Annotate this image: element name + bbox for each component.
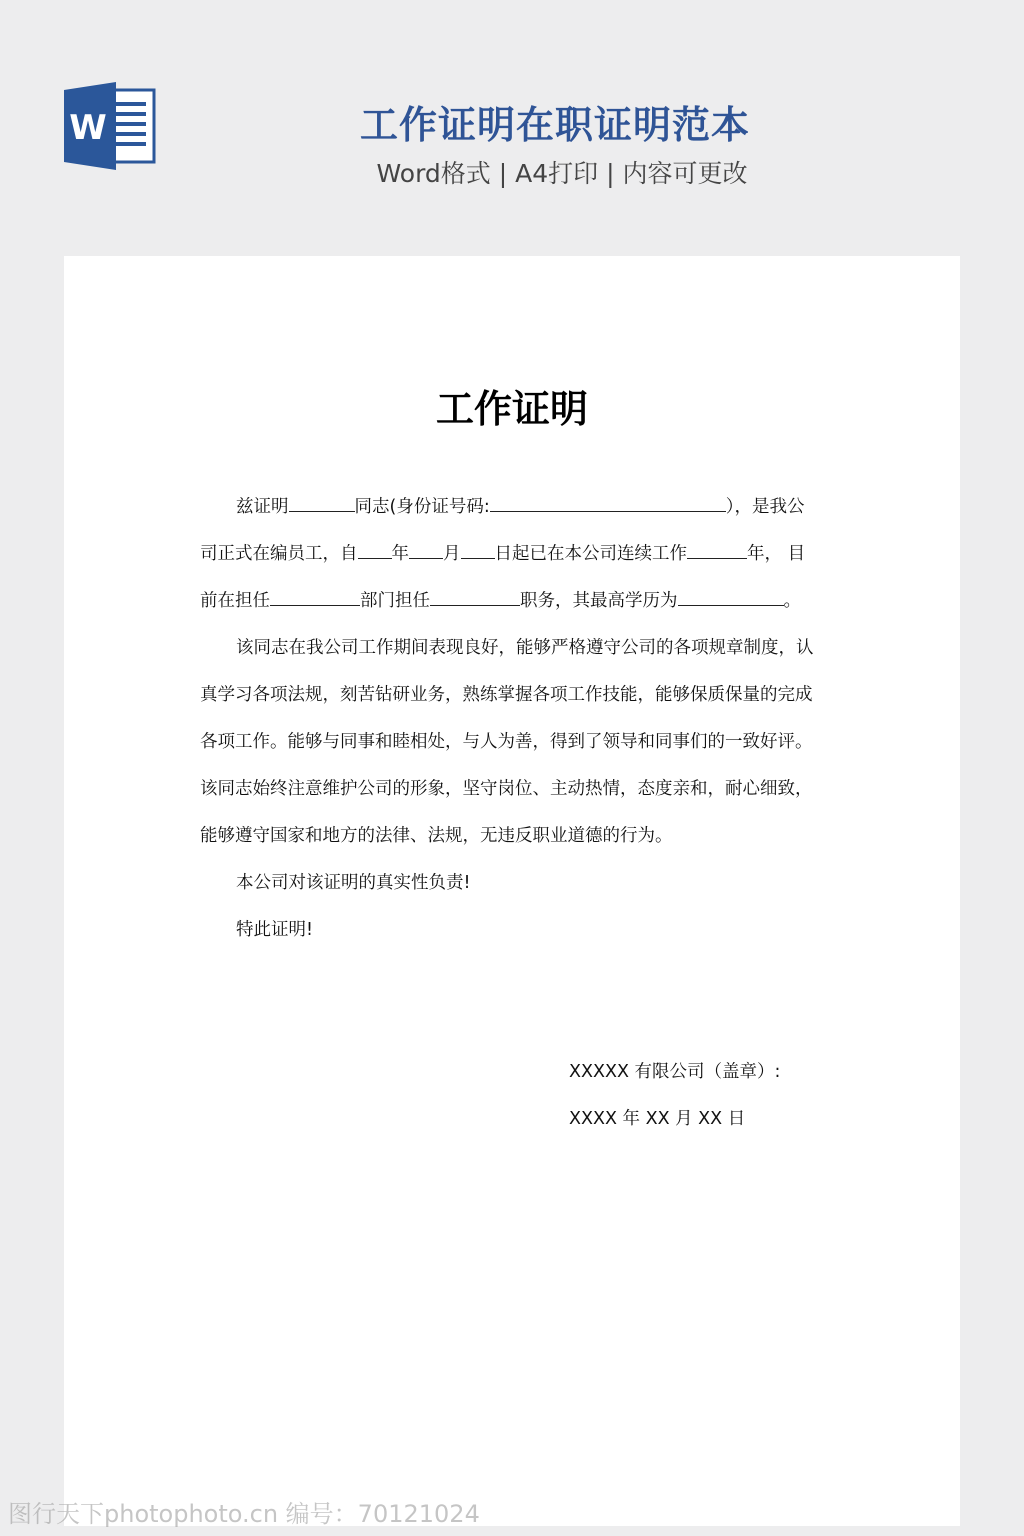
text-segment: 前在担任 [200,591,270,611]
signature-company: XXXXX 有限公司（盖章）: [569,1062,781,1082]
paragraph-2-line-3: 各项工作。能够与同事和睦相处，与人为善，得到了领导和同事们的一致好评。 [200,732,813,752]
watermark: 图行天下photophoto.cn 编号：70121024 [8,1500,480,1528]
signature-date: XXXX 年 XX 月 XX 日 [569,1109,746,1129]
paragraph-4: 特此证明! [236,920,314,940]
years-worked-blank [687,542,747,559]
start-year-blank [358,542,392,559]
start-day-blank [461,542,495,559]
text-segment: 兹证明 [236,497,289,517]
position-blank [430,589,520,606]
paragraph-2-line-2: 真学习各项法规，刻苦钻研业务，熟练掌握各项工作技能，能够保质保量的完成 [200,685,813,705]
document-title: 工作证明 [435,387,588,431]
text-segment: 。 [783,591,801,611]
text-segment: 年 [391,544,409,564]
text-segment: 部门担任 [360,591,430,611]
paragraph-2-line-5: 能够遵守国家和地方的法律、法规，无违反职业道德的行为。 [200,826,673,846]
text-segment: 月 [443,544,461,564]
paragraph-1-line-2 [200,542,826,566]
text-segment: 年， 目 [747,544,806,564]
start-month-blank [409,542,443,559]
text-segment: 日起已在本公司连续工作 [494,544,687,564]
page-title: 工作证明在职证明范本 [359,103,750,147]
paragraph-2-line-4: 该同志始终注意维护公司的形象，坚守岗位、主动热情，态度亲和，耐心细致， [200,779,813,799]
paragraph-2-line-1: 该同志在我公司工作期间表现良好，能够严格遵守公司的各项规章制度，认 [236,638,814,658]
page-subtitle: Word格式 | A4打印 | 内容可更改 [376,159,748,188]
education-blank [678,589,784,606]
text-segment: ），是我公 [725,497,805,517]
text-segment: 司正式在编员工，自 [200,544,358,564]
paragraph-1-line-1 [236,495,826,519]
word-document-icon [64,82,156,170]
word-icon-letter: W [69,108,107,148]
paragraph-1-line-3 [200,589,826,613]
name-blank [289,495,355,512]
text-segment: 职务，其最高学历为 [520,591,678,611]
id-number-blank [490,495,726,512]
text-segment: 同志(身份证号码: [354,497,490,517]
paragraph-3: 本公司对该证明的真实性负责! [236,873,471,893]
department-blank [270,589,360,606]
